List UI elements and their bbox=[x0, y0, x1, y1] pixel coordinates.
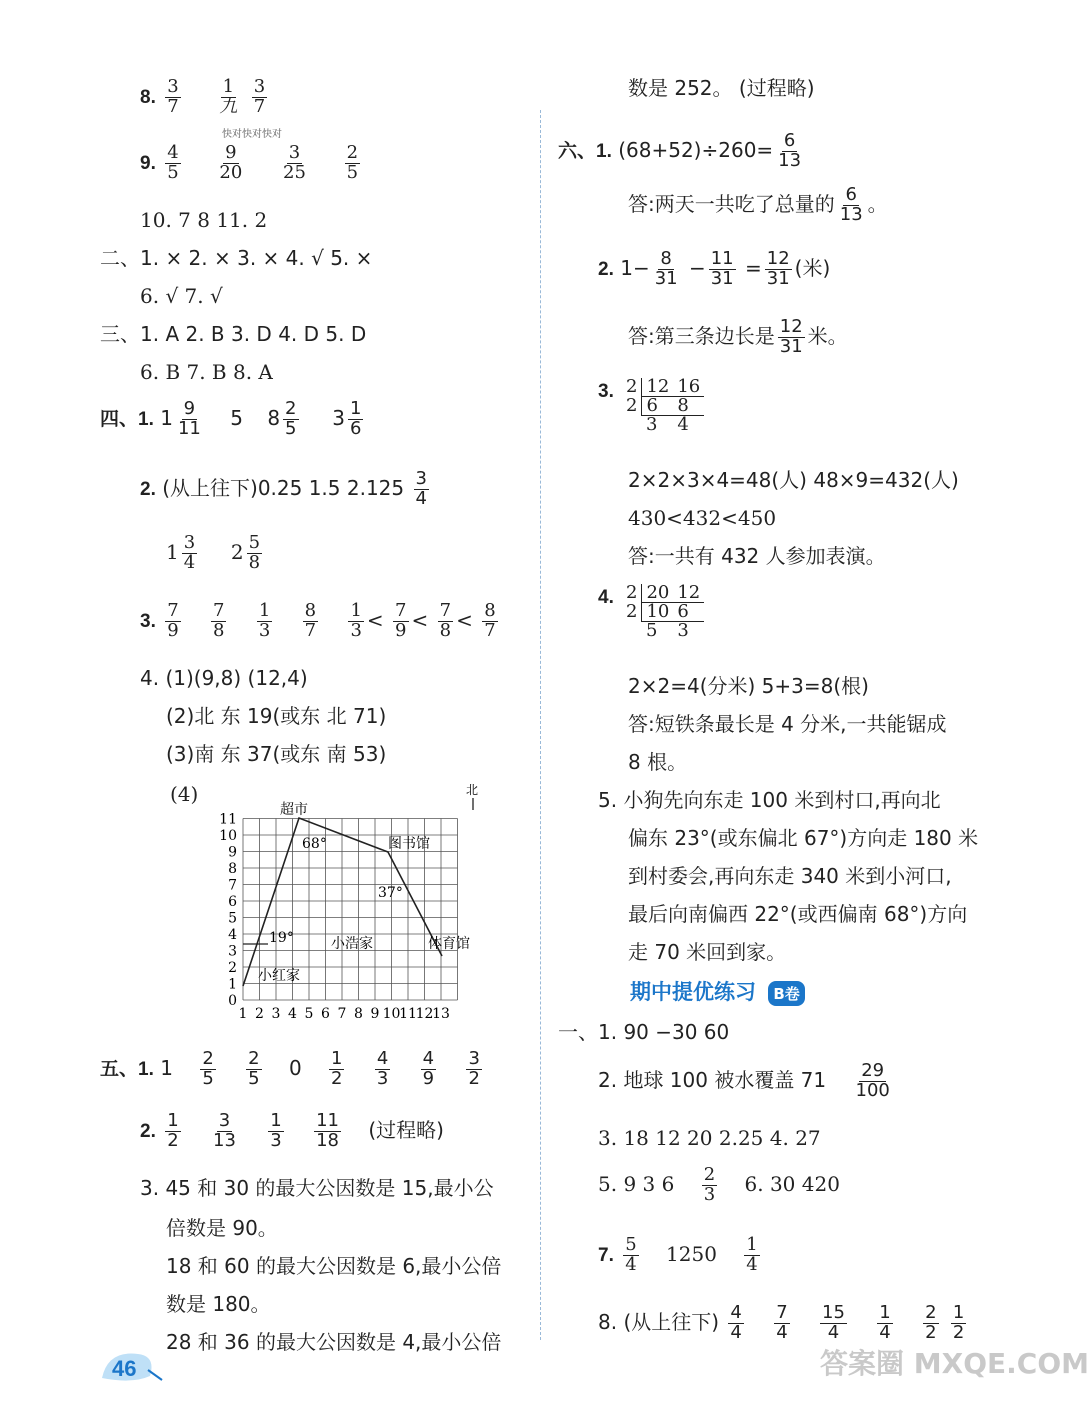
b-q7: 7. $\frac{5}{4}$ 1250 $\frac{1}{4}$ bbox=[598, 1234, 758, 1275]
s6-q5-line5: 走 70 米回到家。 bbox=[628, 940, 787, 964]
y-tick-label: 6 bbox=[228, 894, 237, 910]
x-tick-label: 9 bbox=[370, 1006, 380, 1022]
y-tick-label: 9 bbox=[228, 844, 237, 861]
x-tick-label: 1 bbox=[238, 1006, 248, 1022]
section-heading bbox=[630, 976, 805, 1006]
position-map bbox=[196, 780, 496, 1030]
page-number: 46 bbox=[112, 1356, 137, 1381]
b-q5: 5. 9 3 6 $\frac{2}{3}$ 6. 30 420 bbox=[598, 1164, 840, 1205]
fraction: $\frac{5}{8}$ bbox=[248, 532, 261, 573]
s6-q4-answer-2: 8 根。 bbox=[628, 750, 688, 774]
angle-label: 68° bbox=[302, 836, 327, 852]
section-4-q1: 四、1. 1 $\frac{9}{11}$ 5 8 $\frac{2}{5}$ 3 $\frac{1}{6}$ bbox=[100, 398, 362, 439]
angle-label: 37° bbox=[378, 885, 403, 901]
section-3-line-b: 6. B 7. B 8. A bbox=[140, 360, 273, 384]
q10-line: 10. 7 8 11. 2 bbox=[140, 208, 268, 232]
section-5-q3-line2: 倍数是 90。 bbox=[166, 1216, 278, 1240]
section-5-q3-line5: 28 和 36 的最大公因数是 4,最小公倍 bbox=[166, 1330, 502, 1354]
x-tick-label: 12 bbox=[415, 1006, 434, 1022]
x-tick-label: 2 bbox=[255, 1006, 264, 1022]
section-4-q4-3: (3)南 东 37(或东 南 53) bbox=[166, 742, 387, 766]
north-label: 北 bbox=[466, 783, 479, 797]
origin-label: 0 bbox=[228, 993, 237, 1009]
x-tick-label: 13 bbox=[432, 1006, 450, 1022]
section-4-q4-1: 4. (1)(9,8) (12,4) bbox=[140, 666, 308, 690]
fraction: $\frac{9}{20}$ bbox=[219, 142, 243, 183]
x-tick-label: 3 bbox=[271, 1006, 281, 1022]
fraction: $\frac{2}{5}$ bbox=[346, 142, 359, 183]
s6-q4-answer: 答:短铁条最长是 4 分米,一共能锯成 bbox=[628, 712, 947, 736]
section-5-q3-line4: 数是 180。 bbox=[166, 1292, 271, 1316]
y-tick-label: 10 bbox=[219, 828, 237, 844]
y-tick-label: 1 bbox=[228, 976, 237, 993]
s6-q5-line4: 最后向南偏西 22°(或西偏南 68°)方向 bbox=[628, 902, 968, 926]
section-5-q1: 五、1. 1 $\frac{2}{5}$ $\frac{2}{5}$ 0 $\frac{1}{2}$ $\frac{4}{3}$ $\frac{4}{9}$ $\frac{3}{2}$ bbox=[100, 1048, 480, 1089]
section-4-q3: 3. $\frac{7}{9}$ $\frac{7}{8}$ $\frac{1}{3}$ $\frac{8}{7}$ $\frac{1}{3}$ < $\frac{7}{9}$ < $\frac{7}{8}$ < $\frac{8}{7}$ bbox=[140, 600, 496, 641]
angle-label: 19° bbox=[269, 930, 294, 946]
fraction: $\frac{4}{5}$ bbox=[167, 142, 179, 183]
section-4-q4-4: (4) bbox=[170, 782, 199, 806]
y-tick-label: 11 bbox=[219, 811, 237, 828]
s6-q1: 六、1. (68+52)÷260= $\frac{6}{13}$ bbox=[558, 130, 802, 171]
column-divider bbox=[540, 110, 541, 1340]
s6-q1-answer: 答:两天一共吃了总量的 $\frac{6}{13}$ 。 bbox=[628, 184, 888, 225]
y-tick-label: 5 bbox=[228, 910, 237, 927]
short-division-1: 2 12 16 2 6 8 3 4 bbox=[622, 378, 704, 434]
page-number-badge bbox=[98, 1346, 170, 1386]
section-5-q2: 2. $\frac{1}{2}$ $\frac{3}{13}$ $\frac{1}{3}$ $\frac{11}{18}$ (过程略) bbox=[140, 1110, 444, 1151]
section-2-line-a: 二、1. × 2. × 3. × 4. √ 5. × bbox=[100, 246, 373, 270]
label-supermarket: 超市 bbox=[280, 802, 308, 818]
y-tick-label: 3 bbox=[228, 943, 237, 960]
q9-line: 9. $\frac{4}{5}$ $\frac{9}{20}$ $\frac{3}{25}$ $\frac{2}{5}$ bbox=[140, 142, 359, 183]
fraction: $\frac{3}{4}$ bbox=[415, 468, 427, 509]
s6-q2-answer: 答:第三条边长是 $\frac{12}{31}$ 米。 bbox=[628, 316, 848, 357]
b-q8: 8. (从上往下) $\frac{4}{4}$ $\frac{7}{4}$ $\frac{15}{4}$ $\frac{1}{4}$ $\frac{2}{2}$ $\frac{1}{2}$ bbox=[598, 1302, 965, 1343]
y-tick-label: 7 bbox=[228, 877, 237, 894]
b-q1: 一、1. 90 −30 60 bbox=[558, 1020, 730, 1044]
q8-line bbox=[140, 78, 270, 117]
fraction: $\frac{9}{11}$ bbox=[177, 398, 201, 439]
fraction: $\frac{3}{7}$ bbox=[253, 76, 266, 117]
b-q3: 3. 18 12 20 2.25 4. 27 bbox=[598, 1126, 821, 1150]
b-q2: 2. 地球 100 被水覆盖 71 $\frac{29}{100}$ bbox=[598, 1060, 890, 1101]
x-tick-label: 10 bbox=[382, 1006, 401, 1022]
section-5-q3-line1: 3. 45 和 30 的最大公因数是 15,最小公 bbox=[140, 1176, 494, 1200]
x-tick-label: 8 bbox=[354, 1006, 363, 1022]
r-top-line: 数是 252。 (过程略) bbox=[628, 76, 815, 100]
y-tick-label: 2 bbox=[228, 960, 237, 976]
x-tick-label: 11 bbox=[399, 1006, 417, 1022]
x-tick-label: 5 bbox=[304, 1006, 314, 1022]
s6-q5-line1: 5. 小狗先向东走 100 米到村口,再向北 bbox=[598, 788, 941, 812]
label-library: 图书馆 bbox=[388, 836, 430, 852]
s6-q5-line3: 到村委会,再向东走 340 米到小河口, bbox=[628, 864, 952, 888]
watermark: 答案圈 MXQE.COM bbox=[820, 1347, 1089, 1380]
section-4-q2: 2. (从上往下)0.25 1.5 2.125 $\frac{3}{4}$ bbox=[140, 468, 427, 509]
fraction: $\frac{3}{7}$ bbox=[167, 76, 179, 117]
section-2-line-b: 6. √ 7. √ bbox=[140, 284, 223, 308]
s6-q3-compare: 430<432<450 bbox=[628, 506, 777, 530]
x-tick-label: 7 bbox=[337, 1006, 347, 1022]
fraction: $\frac{1}{\text{九}}$ bbox=[219, 76, 238, 117]
x-tick-label: 6 bbox=[321, 1006, 330, 1022]
s6-q3: 3. bbox=[598, 381, 614, 402]
short-division-2: 2 20 12 2 10 6 5 3 bbox=[622, 584, 704, 640]
section-4-q4-2: (2)北 东 19(或东 北 71) bbox=[166, 704, 387, 728]
section-tag-badge: B卷 bbox=[768, 981, 804, 1006]
fraction: $\frac{2}{5}$ bbox=[285, 398, 297, 439]
section-3-line-a: 三、1. A 2. B 3. D 4. D 5. D bbox=[100, 322, 367, 346]
s6-q3-calc: 2×2×3×4=48(人) 48×9=432(人) bbox=[628, 468, 959, 492]
fraction: $\frac{3}{25}$ bbox=[283, 142, 306, 183]
section-5-q3-line3: 18 和 60 的最大公因数是 6,最小公倍 bbox=[166, 1254, 502, 1278]
q8-number: 8. bbox=[140, 86, 156, 108]
label-xiaohao-home: 小浩家 bbox=[331, 936, 373, 952]
section-title: 期中提优练习 bbox=[630, 980, 756, 1004]
label-gym: 体育馆 bbox=[428, 936, 470, 952]
s6-q4: 4. bbox=[598, 587, 614, 608]
fraction: $\frac{1}{6}$ bbox=[349, 398, 362, 439]
fraction: $\frac{3}{4}$ bbox=[183, 532, 196, 573]
s6-q3-answer: 答:一共有 432 人参加表演。 bbox=[628, 544, 886, 568]
map-y-ticks bbox=[219, 812, 237, 1010]
y-tick-label: 8 bbox=[228, 861, 237, 877]
x-tick-label: 4 bbox=[288, 1006, 297, 1022]
s6-q2: 2. 1− $\frac{8}{31}$ − $\frac{11}{31}$ = $\frac{12}{31}$ (米) bbox=[598, 248, 831, 289]
s6-q5-line2: 偏东 23°(或东偏北 67°)方向走 180 米 bbox=[628, 826, 979, 850]
y-tick-label: 4 bbox=[228, 927, 237, 943]
map-x-ticks bbox=[239, 1006, 450, 1022]
label-xiaohong-home: 小红家 bbox=[258, 968, 300, 984]
section-4-q2-b: 1 $\frac{3}{4}$ 2 $\frac{5}{8}$ bbox=[166, 532, 261, 573]
handwritten-scribble: 快对快对快对 bbox=[222, 129, 282, 140]
s6-q4-calc: 2×2=4(分米) 5+3=8(根) bbox=[628, 674, 869, 698]
